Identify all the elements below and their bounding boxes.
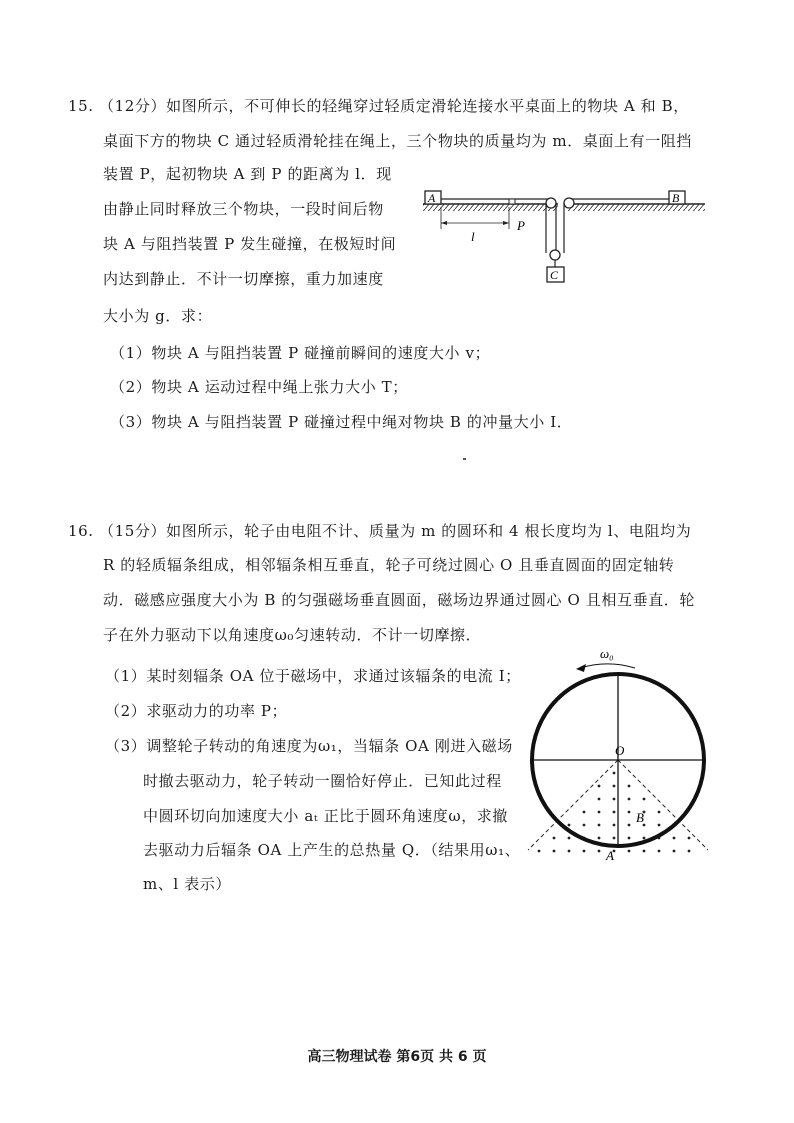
q15-line-6: 内达到静止．不计一切摩擦，重力加速度 xyxy=(103,270,384,288)
field-dot xyxy=(658,811,661,814)
stray-mark xyxy=(463,458,466,460)
page-footer: 高三物理试卷 第6页 共 6 页 xyxy=(307,1049,487,1065)
field-dot xyxy=(628,850,631,853)
barrier-p xyxy=(509,199,515,204)
q16-subquestion-3e: m、l 表示） xyxy=(143,875,231,893)
field-dot xyxy=(568,837,571,840)
field-dot xyxy=(553,850,556,853)
field-dot xyxy=(658,850,661,853)
center-o-label: O xyxy=(615,743,625,758)
field-dot xyxy=(613,772,616,775)
field-dot xyxy=(613,798,616,801)
field-dot xyxy=(553,837,556,840)
q15-subquestion-2: （2）物块 A 运动过程中绳上张力大小 T； xyxy=(110,378,408,396)
field-dot xyxy=(613,837,616,840)
field-dot xyxy=(688,837,691,840)
field-dot xyxy=(613,824,616,827)
field-dot xyxy=(628,824,631,827)
block-a-label: A xyxy=(428,191,436,205)
field-dot xyxy=(643,850,646,853)
magnetic-field-dots xyxy=(538,772,691,853)
q15-subquestion-3: （3）物块 A 与阻挡装置 P 碰撞过程中绳对物块 B 的冲量大小 I． xyxy=(110,413,573,431)
block-b-label: B xyxy=(672,191,680,205)
q16-subquestion-3a: （3）调整轮子转动的角速度为ω₁，当辐条 OA 刚进入磁场 xyxy=(105,737,513,755)
field-dot xyxy=(598,824,601,827)
field-dot xyxy=(673,837,676,840)
field-dot xyxy=(628,798,631,801)
field-dot xyxy=(613,811,616,814)
field-dot xyxy=(598,837,601,840)
point-b-label: B xyxy=(636,810,644,825)
field-dot xyxy=(628,837,631,840)
distance-l-label: l xyxy=(471,229,475,244)
point-a-label: A xyxy=(606,848,614,863)
q16-subquestion-3c: 中圆环切向加速度大小 aₜ 正比于圆环角速度ω，求撤 xyxy=(143,807,509,825)
field-dot xyxy=(628,785,631,788)
omega-label: ω₀ xyxy=(600,646,614,661)
field-dot xyxy=(598,798,601,801)
field-dot xyxy=(538,850,541,853)
field-dot xyxy=(568,850,571,853)
field-dot xyxy=(658,824,661,827)
q16-wheel-figure xyxy=(520,638,720,868)
q15-pulley-figure xyxy=(415,185,715,295)
field-dot xyxy=(673,850,676,853)
field-dot xyxy=(583,811,586,814)
field-dot xyxy=(583,824,586,827)
q15-line-1: 15. （12分）如图所示，不可伸长的轻绳穿过轻质定滑轮连接水平桌面上的物块 A 和 B， xyxy=(68,97,689,115)
q16-line-4: 子在外力驱动下以角速度ω₀匀速转动．不计一切摩擦． xyxy=(103,626,482,644)
field-dot xyxy=(613,785,616,788)
field-dot xyxy=(598,785,601,788)
q15-line-7: 大小为 g．求： xyxy=(103,307,213,325)
field-dot xyxy=(643,798,646,801)
q16-subquestion-1: （1）某时刻辐条 OA 位于磁场中，求通过该辐条的电流 I； xyxy=(105,667,521,685)
field-dot xyxy=(643,837,646,840)
q16-subquestion-2: （2）求驱动力的功率 P； xyxy=(105,702,288,720)
field-dot xyxy=(568,824,571,827)
field-dot xyxy=(598,850,601,853)
q16-subquestion-3b: 时撤去驱动力，轮子转动一圈恰好停止．已知此过程 xyxy=(143,772,502,790)
field-dot xyxy=(598,811,601,814)
block-c-label: C xyxy=(550,268,559,282)
q15-line-2: 桌面下方的物块 C 通过轻质滑轮挂在绳上，三个物块的质量均为 m．桌面上有一阻挡 xyxy=(103,132,693,150)
q15-line-3: 装置 P，起初物块 A 到 P 的距离为 l．现 xyxy=(103,165,392,183)
q15-subquestion-1: （1）物块 A 与阻挡装置 P 碰撞前瞬间的速度大小 v； xyxy=(110,344,491,362)
field-dot xyxy=(628,811,631,814)
q15-line-4: 由静止同时释放三个物块，一段时间后物 xyxy=(103,200,384,218)
q16-line-3: 动．磁感应强度大小为 B 的匀强磁场垂直圆面，磁场边界通过圆心 O 且相互垂直．轮 xyxy=(103,591,695,609)
q16-subquestion-3d: 去驱动力后辐条 OA 上产生的总热量 Q．（结果用ω₁、 xyxy=(143,841,521,859)
field-dot xyxy=(688,850,691,853)
barrier-p-label: P xyxy=(517,218,525,233)
q16-line-1: 16. （15分）如图所示，轮子由电阻不计、质量为 m 的圆环和 4 根长度均为 l、电阻均为 xyxy=(68,522,692,540)
q15-line-5: 块 A 与阻挡装置 P 发生碰撞，在极短时间 xyxy=(103,235,397,253)
field-dot xyxy=(583,850,586,853)
q16-line-2: R 的轻质辐条组成，相邻辐条相互垂直，轮子可绕过圆心 O 且垂直圆面的固定轴转 xyxy=(103,556,675,574)
